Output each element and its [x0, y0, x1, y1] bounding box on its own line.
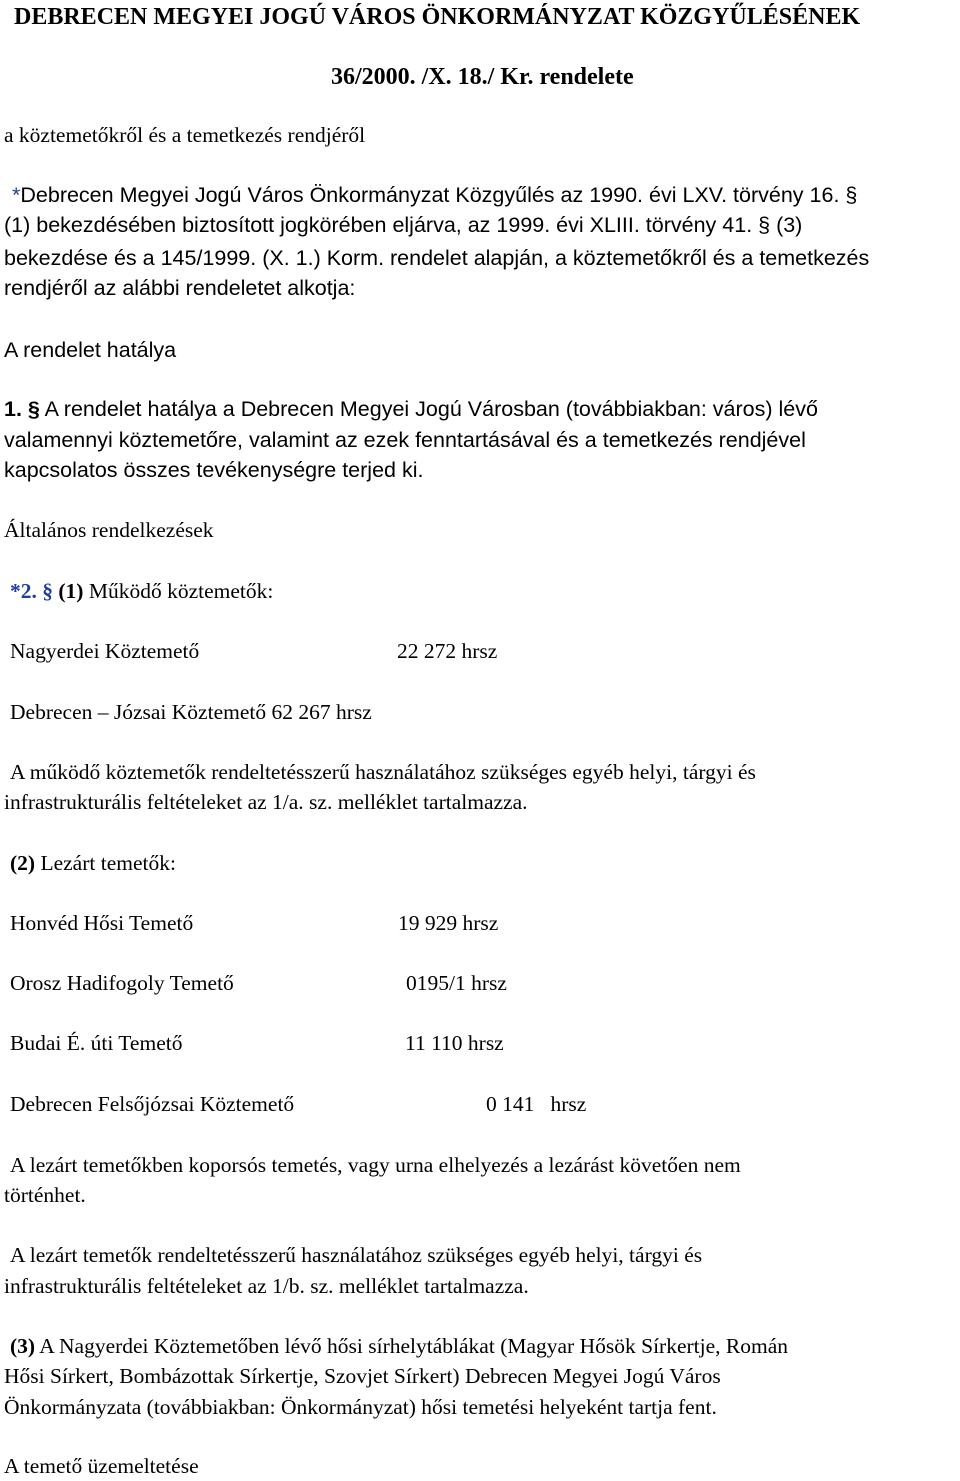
document-title: DEBRECEN MEGYEI JOGÚ VÁROS ÖNKORMÁNYZAT KÖZGYŰLÉSÉNEK	[14, 4, 861, 30]
subsection-3-line: Hősi Sírkert, Bombázottak Sírkertje, Szovjet Sírkert) Debrecen Megyei Jogú Város	[4, 1364, 721, 1388]
cemetery-name: Debrecen Felsőjózsai Köztemető	[10, 1092, 295, 1116]
section-heading-scope: A rendelet hatálya	[4, 338, 177, 362]
cemetery-lot: 19 929 hrsz	[398, 911, 499, 935]
section-heading-operation: A temető üzemeltetése	[4, 1454, 199, 1478]
cemetery-lot: 22 272 hrsz	[397, 639, 498, 663]
paragraph-line: valamennyi köztemetőre, valamint az ezek fenntartásával és a temetkezés rendjével	[4, 428, 806, 452]
paragraph-line: 1. § A rendelet hatálya a Debrecen Megyei Jogú Városban (továbbiakban: város) lévő	[4, 397, 818, 421]
section-heading-general: Általános rendelkezések	[4, 518, 214, 542]
preamble-line: bekezdése és a 145/1999. (X. 1.) Korm. rendelet alapján, a köztemetőkről és a temetkezés	[4, 246, 870, 270]
cemetery-lot: 11 110 hrsz	[405, 1031, 504, 1055]
preamble-line: (1) bekezdésében biztosított jogkörében eljárva, az 1999. évi XLIII. törvény 41. § (3)	[4, 213, 803, 237]
cemetery-jozsa: Debrecen – Józsai Köztemető 62 267 hrsz	[10, 700, 372, 724]
cemetery-name: Budai É. úti Temető	[10, 1031, 183, 1055]
subsection-label: (1)	[58, 579, 84, 603]
decree-number: 36/2000. /X. 18./ Kr. rendelete	[331, 64, 634, 90]
cemetery-name: Orosz Hadifogoly Temető	[10, 971, 234, 995]
closed-burial-line: történhet.	[4, 1183, 86, 1207]
paragraph-number: *2. §	[10, 579, 53, 603]
closed-burial-line: A lezárt temetőkben koporsós temetés, vagy urna elhelyezés a lezárást követően nem	[10, 1153, 741, 1177]
paragraph-line: kapcsolatos összes tevékenységre terjed ki.	[4, 458, 424, 482]
subsection-label: (2)	[10, 851, 36, 875]
annex-active-line: A működő köztemetők rendeltetésszerű használatához szükséges egyéb helyi, tárgyi és	[10, 760, 756, 784]
annex-closed-line: infrastrukturális feltételeket az 1/b. sz. melléklet tartalmazza.	[4, 1274, 529, 1298]
footnote-star: *	[12, 183, 21, 207]
subsection-3-line: (3) A Nagyerdei Köztemetőben lévő hősi sírhelytáblákat (Magyar Hősök Sírkertje, Román	[10, 1334, 789, 1358]
preamble-line: *Debrecen Megyei Jogú Város Önkormányzat Közgyűlés az 1990. évi LXV. törvény 16. §	[12, 183, 858, 207]
paragraph-number: 1. §	[4, 397, 40, 421]
cemetery-lot: 0 141 hrsz	[486, 1092, 587, 1116]
cemetery-lot: 0195/1 hrsz	[406, 971, 507, 995]
subsection-2-heading: (2) Lezárt temetők:	[10, 851, 176, 875]
preamble-line: rendjéről az alábbi rendeletet alkotja:	[4, 276, 356, 300]
subsection-label: (3)	[10, 1334, 36, 1358]
cemetery-name: Nagyerdei Köztemető	[10, 639, 200, 663]
cemetery-name: Honvéd Hősi Temető	[10, 911, 194, 935]
paragraph-2-heading: *2. § (1) Működő köztemetők:	[10, 579, 274, 603]
subsection-3-line: Önkormányzata (továbbiakban: Önkormányzat) hősi temetési helyeként tartja fent.	[4, 1395, 717, 1419]
annex-active-line: infrastrukturális feltételeket az 1/a. sz. melléklet tartalmazza.	[4, 790, 528, 814]
decree-subtitle: a köztemetőkről és a temetkezés rendjéről	[4, 123, 366, 147]
annex-closed-line: A lezárt temetők rendeltetésszerű használatához szükséges egyéb helyi, tárgyi és	[10, 1243, 703, 1267]
